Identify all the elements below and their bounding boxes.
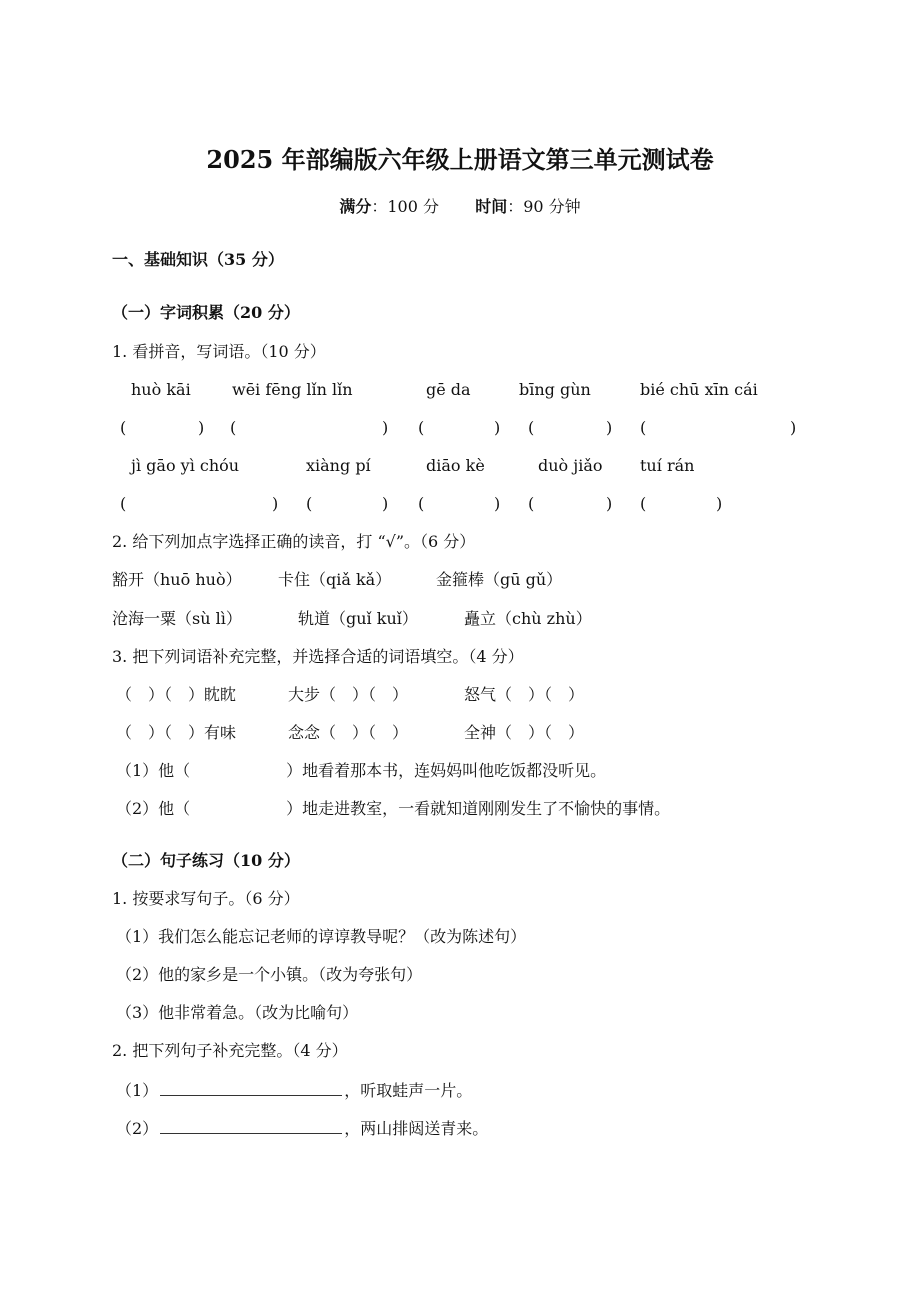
q3-word[interactable]: 全神（ ）（ ） [464, 723, 585, 742]
answer-blank-open[interactable]: ( [528, 418, 535, 437]
pinyin-6: jì gāo yì chóu [131, 456, 240, 475]
answer-blank-open[interactable]: ( [306, 494, 313, 513]
s2-item-2 [116, 1118, 488, 1139]
answer-blank-open[interactable]: ( [418, 494, 425, 513]
s2-answer-line-2[interactable] [160, 1118, 342, 1134]
q3-fill-1[interactable]: （1）他（ ）地看着那本书，连妈妈叫他吃饭都没听见。 [116, 761, 607, 780]
q3-word[interactable]: （ ）（ ）眈眈 [116, 685, 237, 704]
page-title: 2025 年部编版六年级上册语文第三单元测试卷 [206, 145, 714, 174]
pinyin-3: gē da [426, 380, 471, 399]
q3-prompt: 3. 把下列词语补充完整，并选择合适的词语填空。（4 分） [112, 647, 524, 666]
s2-item-2-num: （2） [116, 1119, 159, 1138]
answer-blank-open[interactable]: ( [528, 494, 535, 513]
pinyin-8: diāo kè [426, 456, 485, 475]
s1-item: （3）他非常着急。（改为比喻句） [116, 1003, 359, 1022]
answer-blank-close: ) [606, 494, 613, 513]
answer-blank-close: ) [382, 494, 389, 513]
s2-answer-line-1[interactable] [160, 1080, 342, 1096]
pinyin-9: duò jiǎo [538, 456, 603, 475]
pinyin-5: bié chū xīn cái [640, 380, 758, 399]
score-value: ：100 分 [371, 197, 439, 216]
answer-blank-close: ) [272, 494, 279, 513]
q3-word[interactable]: （ ）（ ）有味 [116, 723, 237, 742]
answer-blank-open[interactable]: ( [120, 494, 127, 513]
time-label: 时间 [475, 197, 508, 216]
answer-blank-close: ) [382, 418, 389, 437]
s2-item-1 [116, 1080, 472, 1101]
s1-item: （2）他的家乡是一个小镇。（改为夸张句） [116, 965, 423, 984]
s2-prompt: 2. 把下列句子补充完整。（4 分） [112, 1041, 348, 1060]
q3-fill-2[interactable]: （2）他（ ）地走进教室，一看就知道刚刚发生了不愉快的事情。 [116, 799, 671, 818]
part1-heading: 一、基础知识（35 分） [112, 250, 284, 269]
s1-item: （1）我们怎么能忘记老师的谆谆教导呢？（改为陈述句） [116, 927, 527, 946]
answer-blank-open[interactable]: ( [120, 418, 127, 437]
answer-blank-close: ) [606, 418, 613, 437]
pinyin-10: tuí rán [640, 456, 695, 475]
q2-item[interactable]: 矗立（chù zhù） [464, 609, 592, 628]
answer-blank-open[interactable]: ( [640, 418, 647, 437]
q2-item[interactable]: 豁开（huō huò） [112, 570, 242, 589]
sub2-heading: （二）句子练习（10 分） [112, 851, 300, 870]
time-value: ：90 分钟 [507, 197, 581, 216]
pinyin-2: wēi fēng lǐn lǐn [232, 380, 353, 399]
s1-prompt: 1. 按要求写句子。（6 分） [112, 889, 300, 908]
q2-prompt: 2. 给下列加点字选择正确的读音，打 “√”。（6 分） [112, 532, 476, 551]
sub1-heading: （一）字词积累（20 分） [112, 303, 300, 322]
q3-word[interactable]: 念念（ ）（ ） [288, 723, 409, 742]
answer-blank-close: ) [198, 418, 205, 437]
q2-item[interactable]: 金箍棒（gū gǔ） [436, 570, 563, 589]
q2-item[interactable]: 轨道（guǐ kuǐ） [298, 609, 418, 628]
q3-word[interactable]: 怒气（ ）（ ） [464, 685, 585, 704]
s2-item-2-tail: ，两山排闼送青来。 [344, 1119, 489, 1138]
pinyin-4: bīng gùn [519, 380, 591, 399]
q2-item[interactable]: 沧海一粟（sù lì） [112, 609, 242, 628]
q1-prompt: 1. 看拼音，写词语。（10 分） [112, 342, 326, 361]
s2-item-1-num: （1） [116, 1081, 159, 1100]
score-label: 满分 [339, 197, 372, 216]
q2-item[interactable]: 卡住（qiǎ kǎ） [278, 570, 392, 589]
answer-blank-open[interactable]: ( [418, 418, 425, 437]
exam-meta [0, 196, 920, 218]
answer-blank-close: ) [790, 418, 797, 437]
answer-blank-open[interactable]: ( [640, 494, 647, 513]
answer-blank-close: ) [494, 494, 501, 513]
pinyin-7: xiàng pí [306, 456, 371, 475]
answer-blank-open[interactable]: ( [230, 418, 237, 437]
s2-item-1-tail: ，听取蛙声一片。 [344, 1081, 473, 1100]
q3-word[interactable]: 大步（ ）（ ） [288, 685, 409, 704]
answer-blank-close: ) [494, 418, 501, 437]
answer-blank-close: ) [716, 494, 723, 513]
pinyin-1: huò kāi [131, 380, 191, 399]
